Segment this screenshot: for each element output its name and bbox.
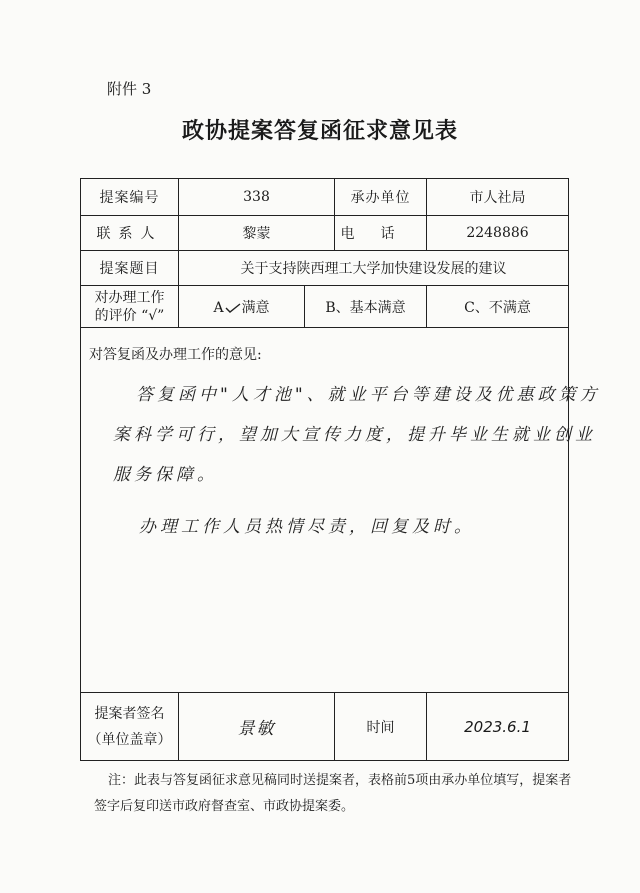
handling-unit-value: 市人社局	[427, 179, 569, 216]
signature-label-line2: （单位盖章）	[87, 731, 172, 748]
option-a-prefix: A	[213, 299, 224, 316]
handwritten-date: 2023.6.1	[464, 717, 531, 736]
opinion-handwritten-line2: 案科学可行，望加大宣传力度，提升毕业生就业创业	[113, 425, 596, 445]
time-label: 时间	[335, 693, 427, 761]
proposal-no-value: 338	[179, 179, 335, 216]
topic-label: 提案题目	[81, 251, 179, 286]
opinion-cell	[81, 328, 601, 693]
evaluation-label	[81, 286, 179, 328]
signature-label	[81, 693, 179, 761]
signature-label-line1: 提案者签名	[94, 705, 165, 722]
opinion-label: 对答复函及办理工作的意见:	[89, 347, 262, 363]
handling-unit-label: 承办单位	[335, 179, 427, 216]
option-a-satisfied[interactable]	[179, 286, 305, 328]
evaluation-label-line1: 对办理工作	[94, 289, 165, 306]
footnote: 注：此表与答复函征求意见稿同时送提案者，表格前5项由承办单位填写，提案者签字后复印送市政府督查室、市政协提案委。	[94, 773, 572, 814]
signature-value	[179, 693, 335, 761]
opinion-handwritten-line3: 服务保障。	[113, 465, 218, 485]
phone-label: 电话	[335, 216, 427, 251]
page-title: 政协提案答复函征求意见表	[181, 119, 458, 144]
contact-value: 黎蒙	[179, 216, 335, 251]
option-c-unsatisfied[interactable]: C、不满意	[427, 286, 569, 328]
feedback-form-table	[80, 178, 601, 761]
option-a-text: 满意	[241, 299, 270, 316]
phone-value: 2248886	[427, 216, 569, 251]
check-mark-icon	[225, 303, 241, 313]
contact-label: 联系人	[81, 216, 179, 251]
attachment-label: 附件 3	[107, 80, 152, 98]
proposal-no-label: 提案编号	[81, 179, 179, 216]
opinion-handwritten-line4: 办理工作人员热情尽责，回复及时。	[139, 517, 475, 537]
topic-value: 关于支持陕西理工大学加快建设发展的建议	[179, 251, 569, 286]
handwritten-signature: 景敏	[237, 719, 276, 739]
evaluation-label-line2: 的评价 “√”	[94, 307, 165, 324]
option-b-basically-satisfied[interactable]: B、基本满意	[305, 286, 427, 328]
opinion-handwritten-line1: 答复函中"人才池"、就业平台等建设及优惠政策方	[136, 385, 601, 405]
date-value	[427, 693, 569, 761]
